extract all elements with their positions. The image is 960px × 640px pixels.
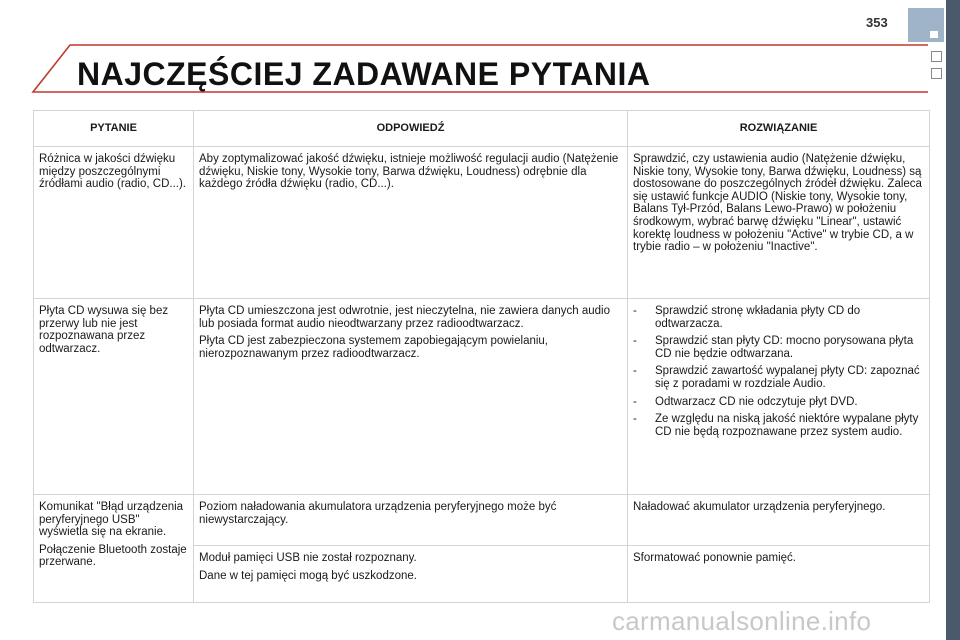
solution-cell: [628, 147, 930, 299]
question-text: Komunikat "Błąd urządzenia peryferyjnego USB" wyświetla się na ekranie.: [39, 501, 184, 539]
solution-cell: [628, 299, 930, 495]
answer-text: Poziom naładowania akumulatora urządzenia peryferyjnego może być niewystarczający.: [199, 501, 557, 526]
list-item-text: Sprawdzić stan płyty CD: mocno porysowana płyta CD nie będzie odtwarzana.: [655, 335, 914, 360]
solution-text: Sprawdzić, czy ustawienia audio (Natężenie dźwięku, Niskie tony, Wysokie tony, Barwa dźwięku, Loudness) są dostosowane do poszczególnych źródeł dźwięku. Zaleca się ustawić funkcje AUDIO (Niskie tony, Wysokie tony, Balans Tył-Przód, Balans Lewo-Prawo) w położeniu środkowym, wybrać barwę dźwięku "Linear", ustawić korektę loudness w położeniu "Active" w trybie CD, a w trybie radio – w położeniu "Inactive".: [633, 153, 922, 254]
answer-text: Płyta CD umieszczona jest odwrotnie, jest nieczytelna, nie zawiera danych audio lub posiada format audio nieodtwarzany przez radioodtwarzacz.: [199, 305, 611, 330]
side-bar: [946, 0, 960, 640]
table-row: [34, 495, 930, 546]
page-number: 353: [866, 15, 888, 30]
faq-table: [33, 110, 930, 603]
solution-cell: [628, 546, 930, 603]
answer-cell: [194, 147, 628, 299]
watermark: carmanualsonline.info: [612, 606, 872, 636]
corner-tab: [908, 8, 944, 42]
list-item-text: Sprawdzić stronę wkładania płyty CD do odtwarzacza.: [655, 305, 861, 330]
question-text: Połączenie Bluetooth zostaje przerwane.: [39, 543, 187, 569]
answer-text: Dane w tej pamięci mogą być uszkodzone.: [199, 569, 417, 582]
question-text: Płyta CD wysuwa się bez przerwy lub nie jest rozpoznawana przez odtwarzacz.: [39, 305, 169, 355]
solution-text: Naładować akumulator urządzenia peryferyjnego.: [633, 501, 886, 513]
side-box-2: [931, 68, 942, 79]
solution-text: Sformatować ponownie pamięć.: [633, 552, 796, 564]
question-cell: [34, 495, 194, 603]
header-answer: ODPOWIEDŹ: [194, 111, 628, 147]
answer-text: Płyta CD jest zabezpieczona systemem zapobiegającym powielaniu, nierozpoznawanym przez radioodtwarzacz.: [199, 335, 549, 360]
question-cell: [34, 147, 194, 299]
list-item: [633, 305, 924, 330]
question-text: Różnica w jakości dźwięku między poszczególnymi źródłami audio (radio, CD...).: [39, 153, 186, 191]
question-cell: [34, 299, 194, 495]
answer-text: Aby zoptymalizować jakość dźwięku, istnieje możliwość regulacji audio (Natężenie dźwięku, Niskie tony, Wysokie tony, Barwa dźwięku, Loudness) odrębnie dla każdego źródła dźwięku (radio, CD...).: [199, 153, 619, 191]
side-box-1: [931, 51, 942, 62]
list-item: [633, 365, 924, 390]
answer-cell: [194, 495, 628, 546]
solution-list: [633, 305, 924, 438]
page-title: NAJCZĘŚCIEJ ZADAWANE PYTANIA: [77, 56, 651, 92]
dash-bullet: -: [633, 395, 637, 408]
dash-bullet: -: [633, 335, 637, 348]
header-solution: ROZWIĄZANIE: [628, 111, 930, 147]
list-item-text: Ze względu na niską jakość niektóre wypalane płyty CD nie będą rozpoznawane przez system audio.: [655, 413, 919, 438]
solution-cell: [628, 495, 930, 546]
table-row: [34, 147, 930, 299]
dash-bullet: -: [633, 413, 637, 426]
table-row: [34, 299, 930, 495]
list-item: [633, 413, 924, 438]
answer-cell: [194, 299, 628, 495]
dash-bullet: -: [633, 365, 637, 378]
header-question: PYTANIE: [34, 111, 194, 147]
corner-tab-marker: [930, 31, 938, 38]
list-item-text: Sprawdzić zawartość wypalanej płyty CD: zapoznać się z poradami w rozdziale Audio.: [655, 365, 920, 390]
list-item: [633, 396, 924, 409]
dash-bullet: -: [633, 305, 637, 317]
table-header-row: [34, 111, 930, 147]
list-item-text: Odtwarzacz CD nie odczytuje płyt DVD.: [655, 395, 858, 408]
list-item: [633, 335, 924, 360]
answer-text: Moduł pamięci USB nie został rozpoznany.: [199, 552, 417, 564]
answer-cell: [194, 546, 628, 603]
